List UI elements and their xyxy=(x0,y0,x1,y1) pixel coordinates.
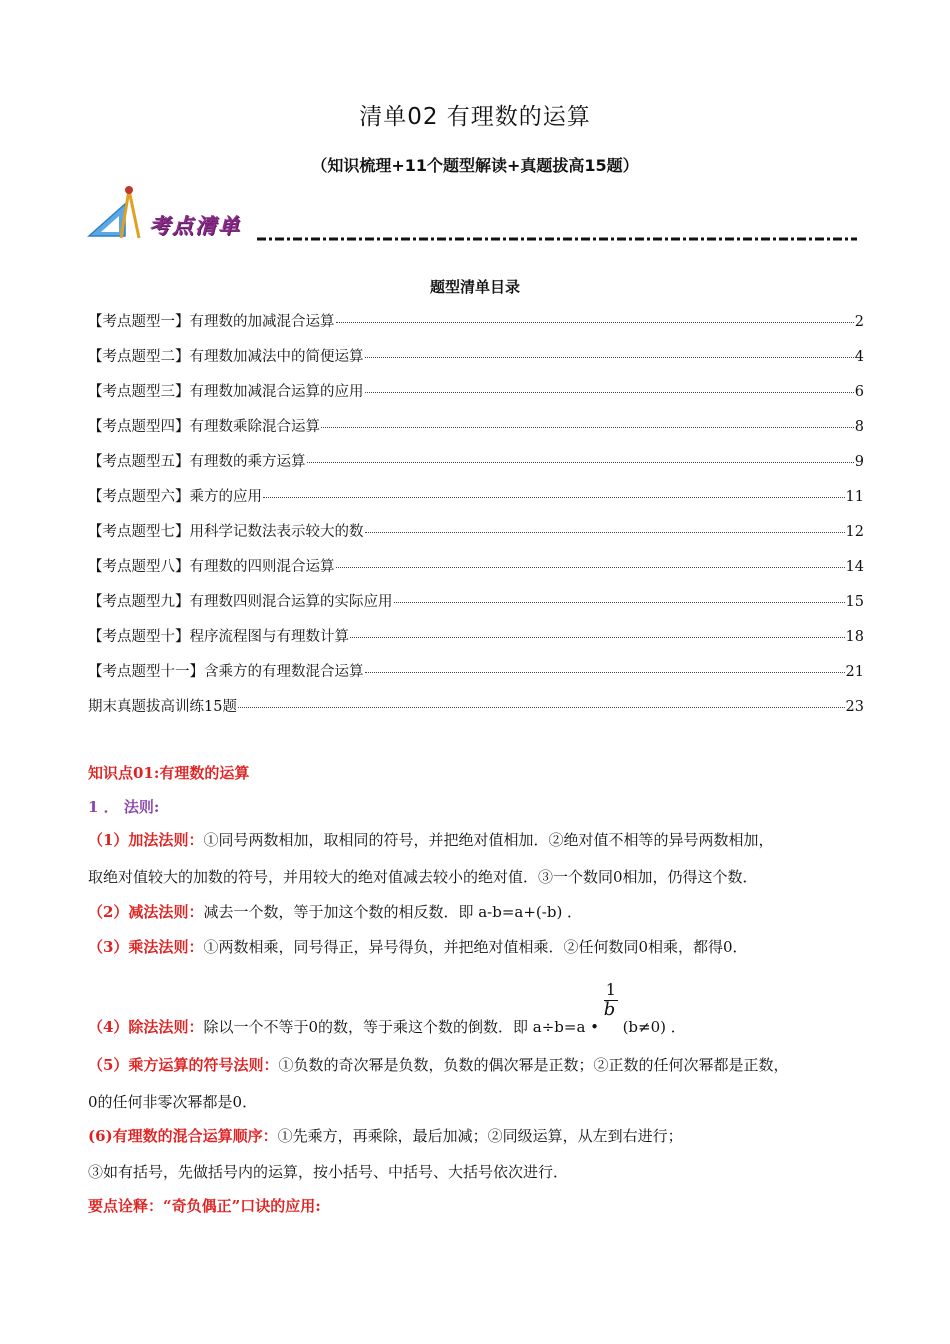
fraction-numerator: 1 xyxy=(605,980,616,999)
rule-power-head: （5）乘方运算的符号法则： xyxy=(88,1056,279,1074)
rule-power-text: ①负数的奇次幂是负数，负数的偶次幂是正数；②正数的任何次幂都是正数， xyxy=(278,1056,789,1074)
toc-item[interactable]: 【考点题型一】有理数的加减混合运算 2 xyxy=(88,314,864,330)
toc-item[interactable]: 期末真题拔高训练15题 23 xyxy=(88,699,864,715)
toc-item[interactable]: 【考点题型九】有理数四则混合运算的实际应用 15 xyxy=(88,594,864,610)
toc-item[interactable]: 【考点题型十一】含乘方的有理数混合运算 21 xyxy=(88,664,864,680)
page-title: 清单02 有理数的运算 xyxy=(359,104,591,130)
page-subtitle: （知识梳理+11个题型解读+真题拔高15题） xyxy=(311,156,639,175)
toc-item[interactable]: 【考点题型二】有理数加减法中的简便运算 4 xyxy=(88,349,864,365)
toc-list xyxy=(88,310,864,730)
toc-item[interactable]: 【考点题型八】有理数的四则混合运算 14 xyxy=(88,559,864,575)
section-banner xyxy=(85,184,857,248)
toc-item[interactable]: 【考点题型四】有理数乘除混合运算 8 xyxy=(88,419,864,435)
fraction-one-over-b xyxy=(603,980,618,1032)
rule-addition-cont: 取绝对值较大的加数的符号，并用较大的绝对值减去较小的绝对值．③一个数同0相加，仍得这个数． xyxy=(88,868,758,886)
banner-dash-line xyxy=(257,236,857,242)
rule-multiplication-head: （3）乘法法则： xyxy=(88,938,204,956)
rule-subtraction xyxy=(88,902,878,922)
toc-item[interactable]: 【考点题型十】程序流程图与有理数计算 18 xyxy=(88,629,864,645)
rule-order-cont: ③如有括号，先做括号内的运算，按小括号、中括号、大括号依次进行． xyxy=(88,1163,569,1181)
rule-addition-head: （1）加法法则： xyxy=(88,831,204,849)
note-heading: 要点诠释：“奇负偶正”口诀的应用: xyxy=(88,1197,321,1215)
toc-item[interactable]: 【考点题型七】用科学记数法表示较大的数 12 xyxy=(88,524,864,540)
rule-addition xyxy=(88,830,878,850)
toc-item[interactable]: 【考点题型六】乘方的应用 11 xyxy=(88,489,864,505)
rule-subtraction-text: 减去一个数，等于加这个数的相反数．即 a-b=a+(-b) ． xyxy=(203,903,583,921)
rule-division-text: 除以一个不等于0的数，等于乘这个数的倒数．即 a÷b=a • xyxy=(203,1018,600,1036)
rule-addition-text: ①同号两数相加，取相同的符号，并把绝对值相加．②绝对值不相等的异号两数相加， xyxy=(203,831,774,849)
rule-power-cont: 0的任何非零次幂都是0． xyxy=(88,1093,258,1111)
ruler-compass-icon xyxy=(85,184,149,248)
toc-item[interactable]: 【考点题型三】有理数加减混合运算的应用 6 xyxy=(88,384,864,400)
rule-power-sign xyxy=(88,1055,878,1075)
rule-order-head: (6)有理数的混合运算顺序： xyxy=(88,1127,278,1145)
rule-division xyxy=(88,980,878,1037)
fraction-denominator: b xyxy=(603,999,616,1020)
rule-order-text: ①先乘方，再乘除，最后加减；②同级运算，从左到右进行； xyxy=(277,1127,683,1145)
banner-label: 考点清单 xyxy=(149,213,241,238)
toc-item[interactable]: 【考点题型五】有理数的乘方运算 9 xyxy=(88,454,864,470)
rule-order xyxy=(88,1126,878,1146)
knowledge-title: 知识点01:有理数的运算 xyxy=(88,764,250,782)
rules-heading: 1 ． 法则: xyxy=(88,798,160,816)
rule-division-head: （4）除法法则： xyxy=(88,1018,204,1036)
rule-multiplication-text: ①两数相乘，同号得正，异号得负，并把绝对值相乘．②任何数同0相乘，都得0． xyxy=(203,938,748,956)
rule-multiplication xyxy=(88,937,878,957)
toc-heading: 题型清单目录 xyxy=(429,278,520,296)
rule-subtraction-head: （2）减法法则： xyxy=(88,903,204,921)
rule-division-tail: (b≠0) ． xyxy=(622,1018,686,1036)
